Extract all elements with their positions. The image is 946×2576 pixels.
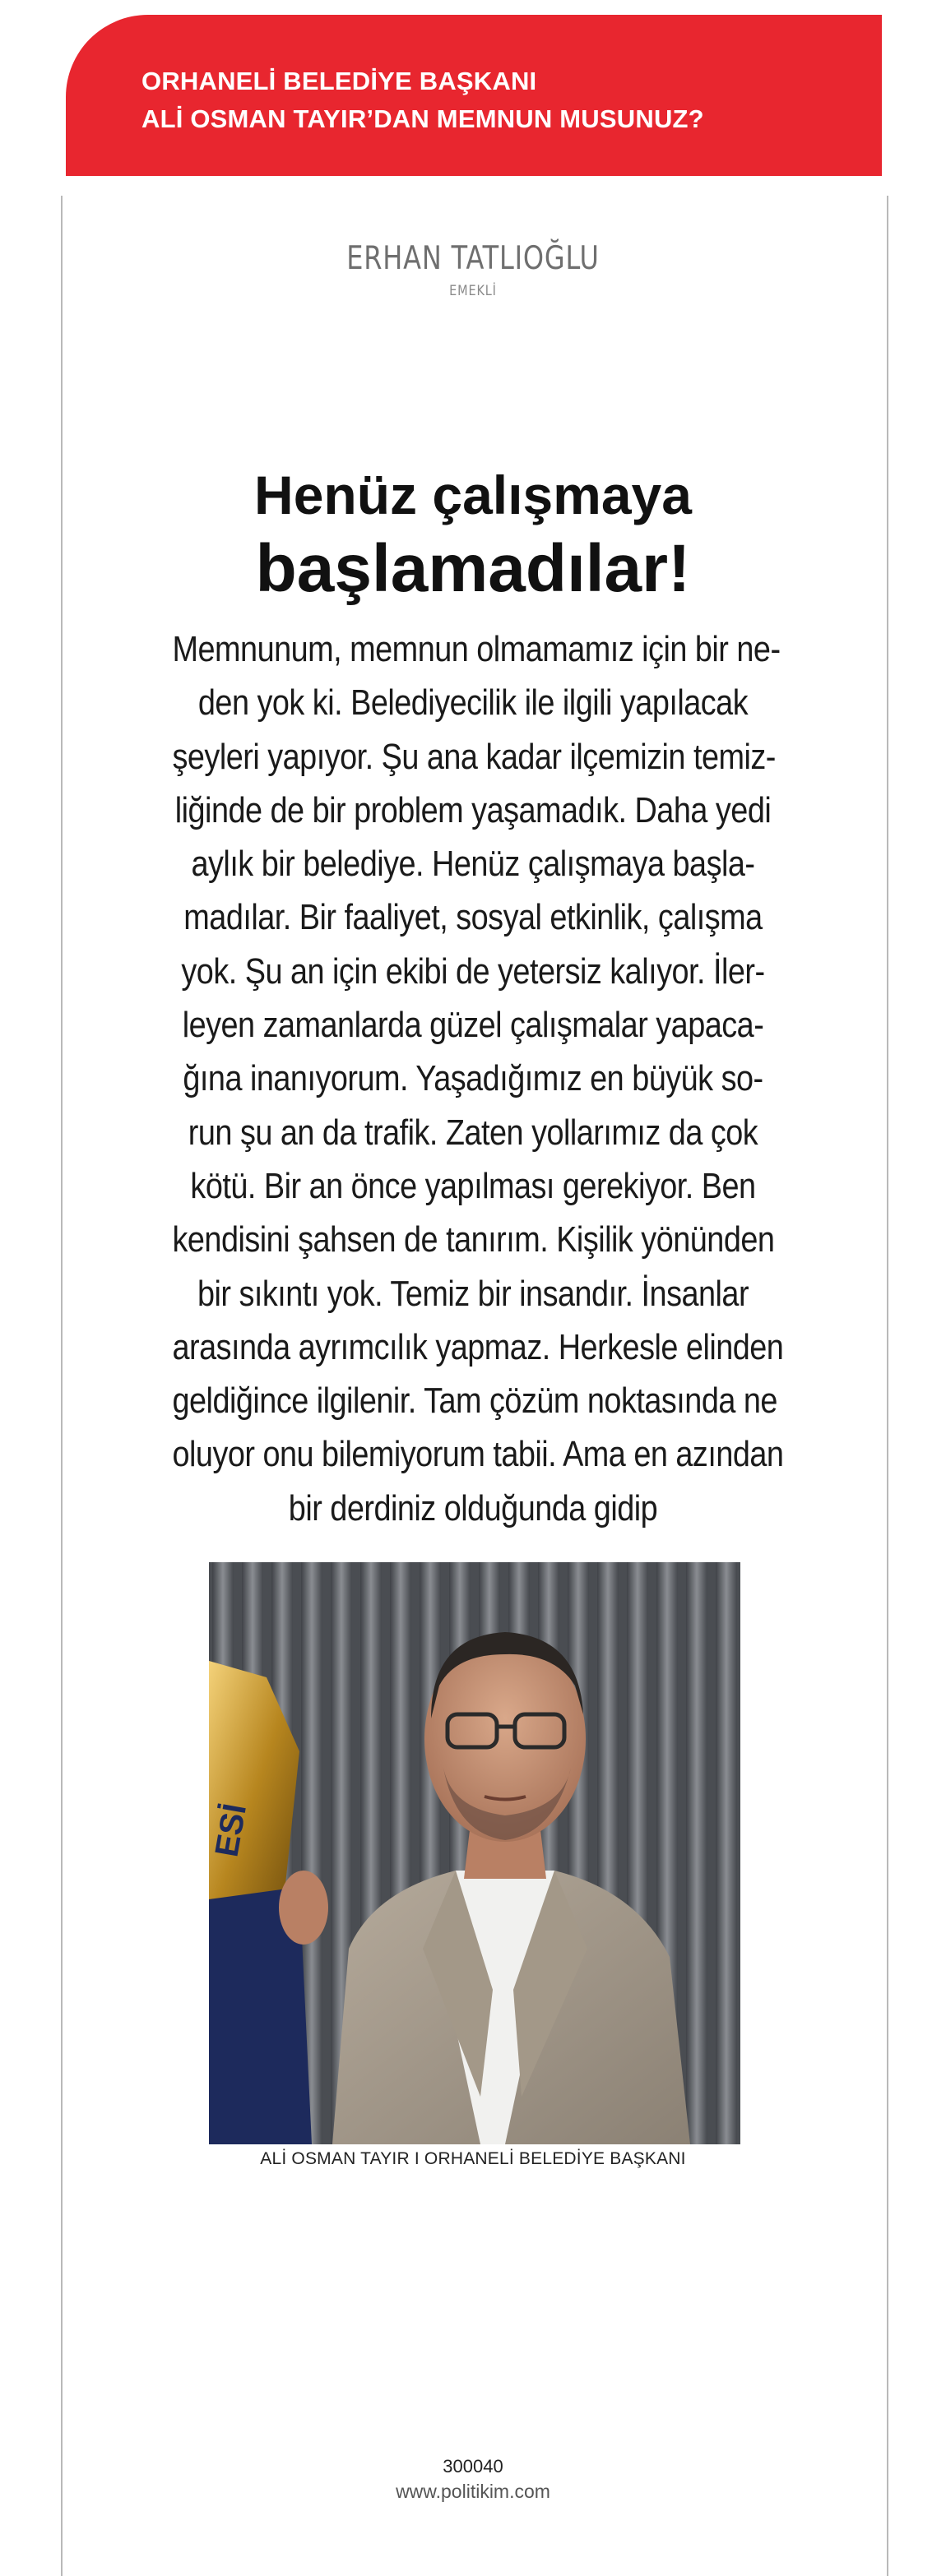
body-line: leyen zamanlarda güzel çalışmalar yapaca- [182,1005,764,1046]
body-line: run şu an da trafik. Zaten yollarımız da çok [188,1112,758,1153]
frame-left-border [61,196,63,2576]
footer-code: 300040 [443,2456,503,2477]
body-line: bir sıkıntı yok. Temiz bir insandır. İnsanlar [197,1273,749,1314]
page-footer [0,2454,946,2504]
author-block [0,238,946,299]
photo-caption: ALİ OSMAN TAYIR I ORHANELİ BELEDİYE BAŞKANI [260,2149,686,2168]
body-line: Memnunum, memnun olmamamız için bir ne- [172,629,781,669]
question-banner [66,15,882,176]
body-line: geldiğince ilgilenir. Tam çözüm noktasında ne [172,1380,777,1422]
headline-line-2: başlamadılar! [255,531,691,606]
body-line: arasında ayrımcılık yapmaz. Herkesle elinden [172,1326,784,1367]
plaque-text: ESİ [209,1801,254,1860]
body-line: aylık bir belediye. Henüz çalışmaya başla- [191,844,755,885]
author-name: ERHAN TATLIOĞLU [346,240,600,277]
body-line: den yok ki. Belediyecilik ile ilgili yapılacak [197,682,749,724]
article-body [123,622,823,1535]
body-line: kötü. Bir an önce yapılması gerekiyor. Ben [190,1165,756,1206]
body-line: bir derdiniz olduğunda gidip [288,1487,658,1528]
body-line: şeyleri yapıyor. Şu ana kadar ilçemizin temiz- [172,736,776,777]
banner-line-1: ORHANELİ BELEDİYE BAŞKANI [141,67,537,95]
footer-website-link[interactable]: www.politikim.com [396,2481,550,2502]
body-line: kendisini şahsen de tanırım. Kişilik yönünden [172,1219,775,1260]
mayor-portrait-illustration [209,1562,740,2144]
article-headline [140,460,806,608]
body-line: liğinde de bir problem yaşamadık. Daha yedi [174,789,772,830]
headline-line-1: Henüz çalışmaya [254,465,692,525]
frame-right-border [887,196,888,2576]
author-role: EMEKLİ [449,283,497,299]
body-line: madılar. Bir faaliyet, sosyal etkinlik, çalışma [183,897,763,938]
body-line: oluyor onu bilemiyorum tabii. Ama en azından [172,1434,784,1475]
mayor-photo [209,1562,740,2144]
body-line: ğına inanıyorum. Yaşadığımız en büyük so- [183,1058,763,1099]
banner-line-2: ALİ OSMAN TAYIR’DAN MEMNUN MUSUNUZ? [141,104,704,133]
body-line: yok. Şu an için ekibi de yetersiz kalıyor. İler- [181,950,765,992]
